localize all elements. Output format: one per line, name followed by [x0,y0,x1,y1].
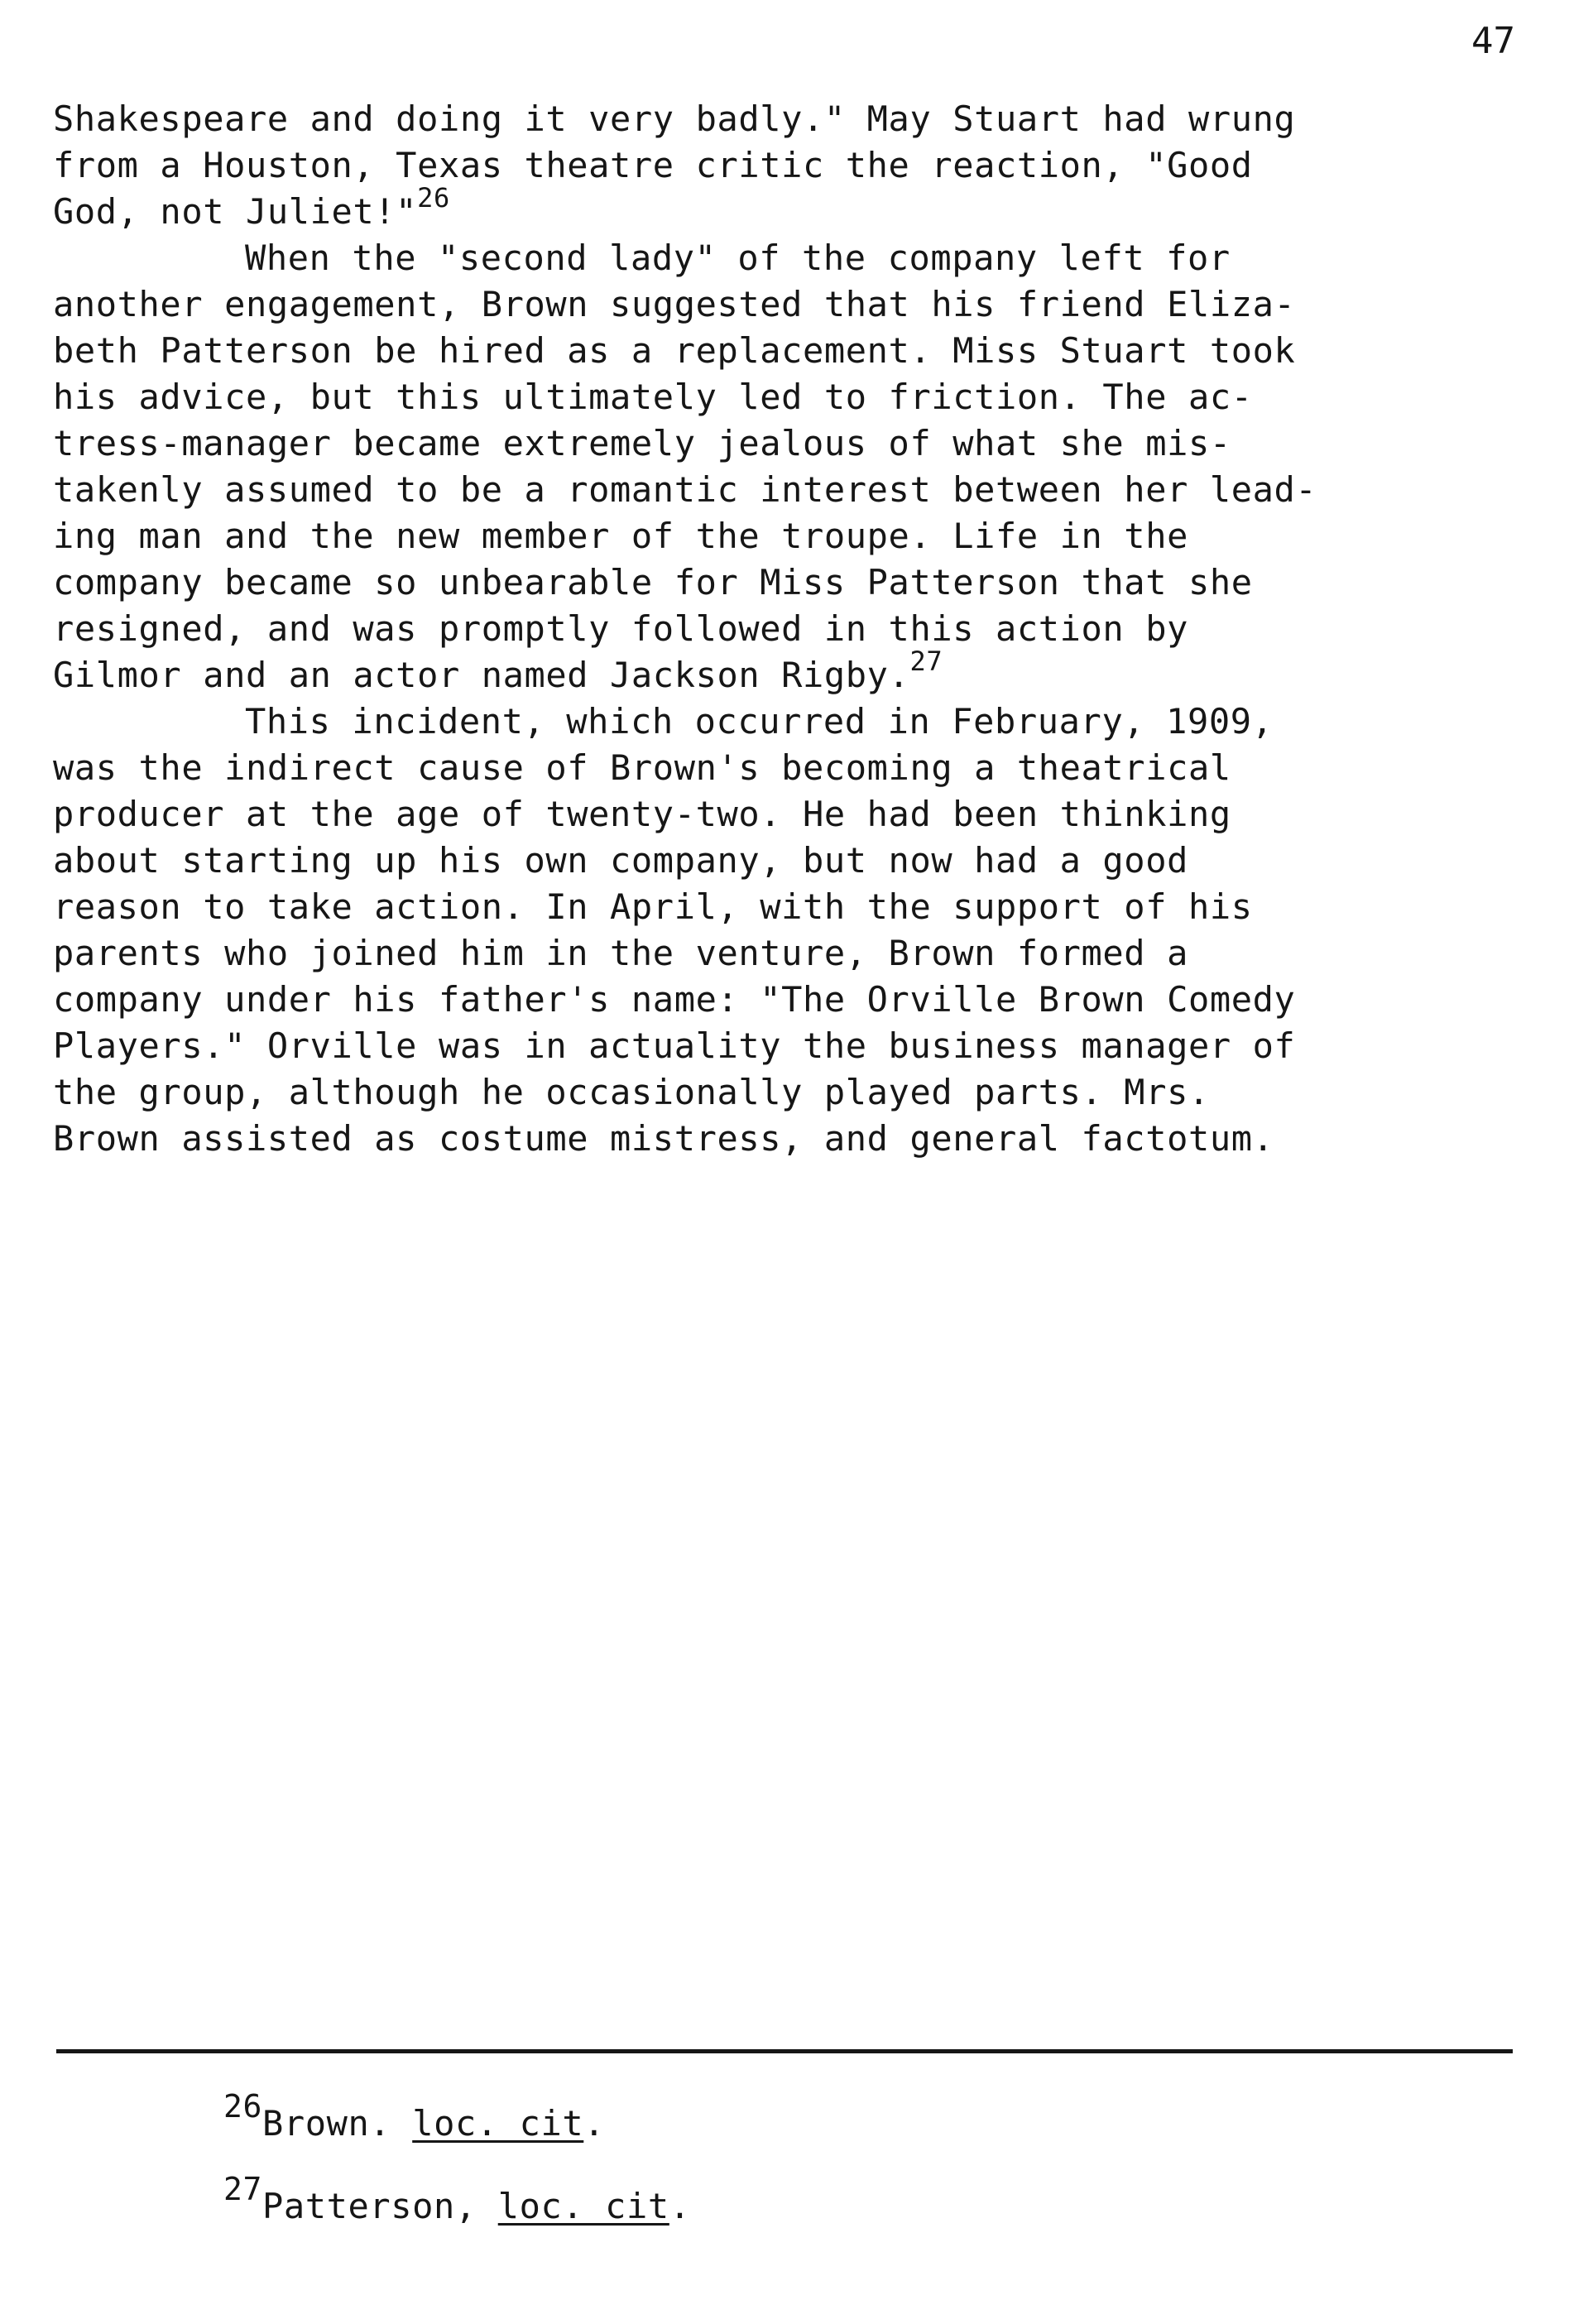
text-line: Shakespeare and doing it very badly." May Stuart had wrung [53,98,1296,139]
footnote-mark: 27 [223,2171,262,2207]
text-line: This incident, which occurred in February, 1909, [245,701,1274,742]
footnote-citation: loc. cit [497,2186,669,2226]
text-line: producer at the age of twenty-two. He had been thinking [53,794,1231,834]
text-line: the group, although he occasionally played parts. Mrs. [53,1072,1210,1112]
text-line: Players." Orville was in actuality the business manager of [53,1025,1296,1066]
footnote-citation: loc. cit [412,2103,584,2144]
footnote-reference: 26 [417,182,450,214]
text-line: resigned, and was promptly followed in this action by [53,608,1188,649]
footnote-author: Patterson, [262,2186,477,2226]
text-line: reason to take action. In April, with the support of his [53,886,1253,927]
text-line: from a Houston, Texas theatre critic the reaction, "Good [53,145,1253,185]
footnote: $^{26}$Brown. loc. cit. [223,2088,606,2144]
footnote-author: Brown. [262,2103,391,2144]
footnote-divider [56,2049,1513,2053]
text-line: ing man and the new member of the troupe. Life in the [53,516,1188,556]
text-line: When the "second lady" of the company left for [245,238,1231,278]
text-line: his advice, but this ultimately led to friction. The ac- [53,377,1253,417]
text-line: God, not Juliet!"$^{26}$ [53,182,450,232]
text-line: company under his father's name: "The Orville Brown Comedy [53,979,1296,1020]
text-line: beth Patterson be hired as a replacement. Miss Stuart took [53,330,1296,371]
text-line: parents who joined him in the venture, Brown formed a [53,933,1188,973]
page-number: 47 [1471,20,1515,62]
text-line: was the indirect cause of Brown's becoming a theatrical [53,747,1231,788]
text-line: about starting up his own company, but now had a good [53,840,1188,881]
footnote-mark: 26 [223,2088,262,2125]
text-line: Brown assisted as costume mistress, and general factotum. [53,1118,1274,1159]
footnote-reference: 27 [909,646,943,677]
footnote: $^{27}$Patterson, loc. cit. [223,2171,691,2226]
text-line: another engagement, Brown suggested that his friend Eliza- [53,284,1296,324]
text-line: tress-manager became extremely jealous of what she mis- [53,423,1231,463]
text-line: Gilmor and an actor named Jackson Rigby.$^{27}$ [53,646,943,695]
text-line: company became so unbearable for Miss Patterson that she [53,562,1253,603]
text-line: takenly assumed to be a romantic interest between her lead- [53,469,1317,510]
